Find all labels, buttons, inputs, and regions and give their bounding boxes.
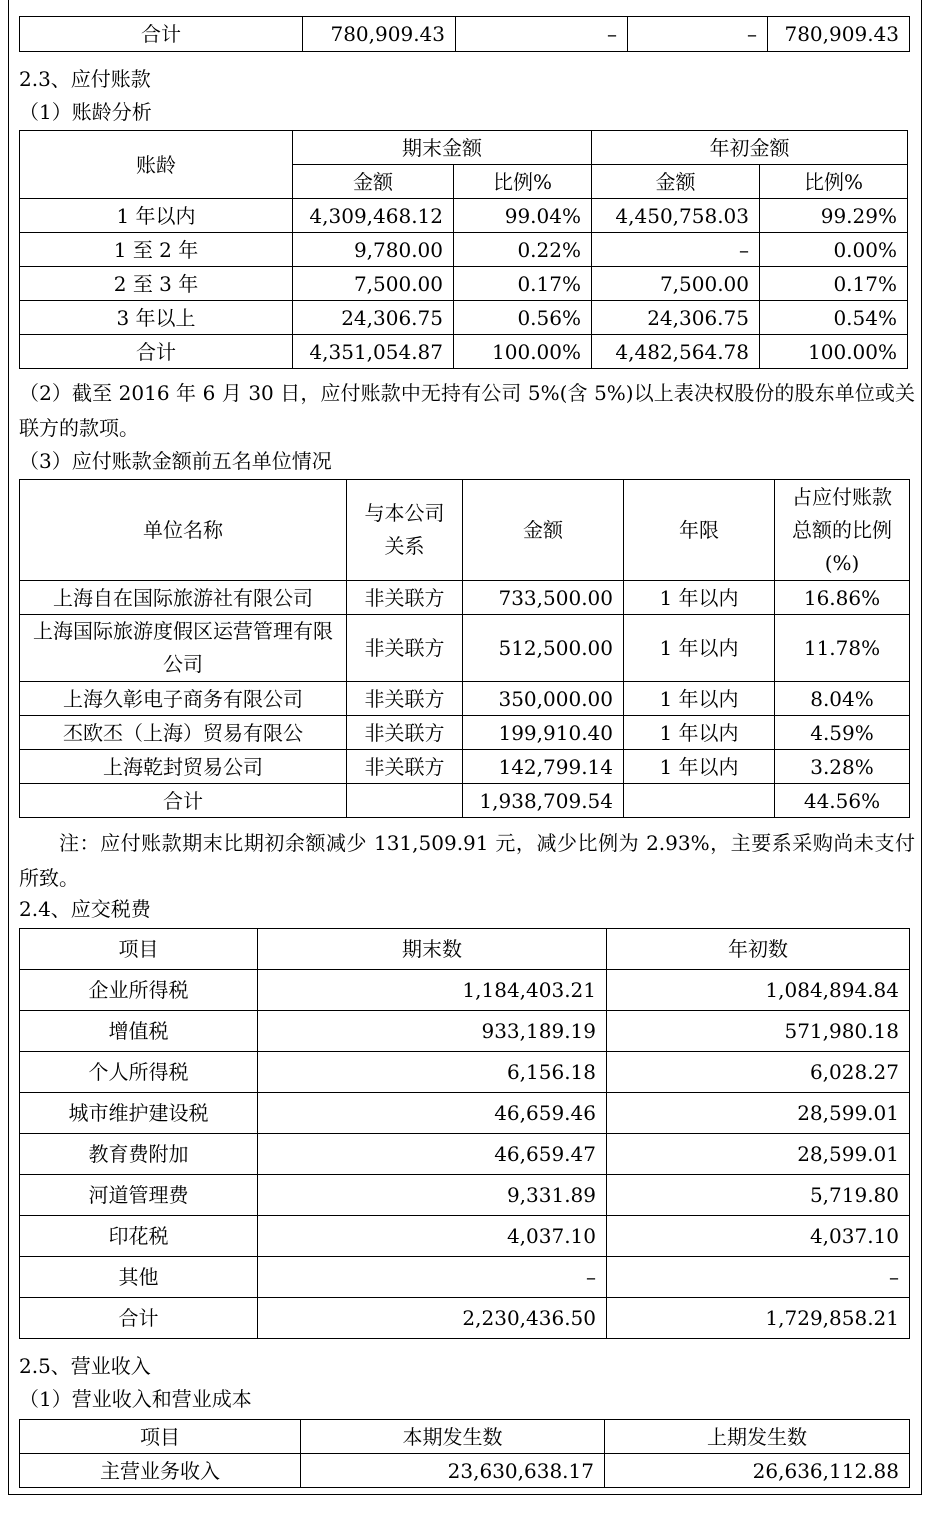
table-row: [20, 1134, 910, 1175]
cell: 其他: [20, 1257, 258, 1298]
cell: 23,630,638.17: [301, 1454, 605, 1488]
cell: 199,910.40: [463, 716, 624, 750]
cell: 0.17%: [454, 267, 592, 301]
cell: 0.56%: [454, 301, 592, 335]
table-row: [20, 267, 908, 301]
cell: 4,482,564.78: [592, 335, 760, 369]
cell: 8.04%: [775, 682, 910, 716]
table-row: [20, 1052, 910, 1093]
table-row-total: [20, 784, 910, 818]
cell: 4,309,468.12: [293, 199, 454, 233]
table-row: [20, 1257, 910, 1298]
cell: 1 年以内: [624, 581, 775, 615]
col-header-ratio: 占应付账款总额的比例(%): [775, 480, 910, 581]
cell: 非关联方: [347, 750, 463, 784]
cell: 26,636,112.88: [605, 1454, 910, 1488]
total-label: 合计: [20, 17, 303, 52]
cell: 512,500.00: [463, 615, 624, 682]
cell: 99.04%: [454, 199, 592, 233]
cell: 上海自在国际旅游社有限公司: [20, 581, 347, 615]
cell: 3 年以上: [20, 301, 293, 335]
cell: 2,230,436.50: [258, 1298, 607, 1339]
cell: 3.28%: [775, 750, 910, 784]
table-row: [20, 970, 910, 1011]
col-header-name: 单位名称: [20, 480, 347, 581]
cell: 1,729,858.21: [607, 1298, 910, 1339]
cell: 增值税: [20, 1011, 258, 1052]
tax-table: [19, 928, 910, 1339]
total-value: 780,909.43: [768, 17, 910, 52]
table-row-total: [20, 1298, 910, 1339]
cell: 4,037.10: [258, 1216, 607, 1257]
table-row: [20, 615, 910, 682]
cell: –: [592, 233, 760, 267]
cell: 非关联方: [347, 581, 463, 615]
cell: 933,189.19: [258, 1011, 607, 1052]
table-row: [20, 301, 908, 335]
cell: 个人所得税: [20, 1052, 258, 1093]
table-row-total: [20, 335, 908, 369]
cell: 46,659.46: [258, 1093, 607, 1134]
table-row: [20, 1216, 910, 1257]
cell: 24,306.75: [592, 301, 760, 335]
cell: 0.17%: [760, 267, 908, 301]
table-row: [20, 581, 910, 615]
aging-table: [19, 130, 908, 369]
table-row: [20, 750, 910, 784]
cell: 142,799.14: [463, 750, 624, 784]
top5-table: [19, 479, 910, 818]
col-header-item: 项目: [20, 1420, 301, 1454]
prev-table-total: [19, 16, 910, 52]
cell: 非关联方: [347, 682, 463, 716]
col-header-term: 年限: [624, 480, 775, 581]
section-heading-2-4: 2.4、应交税费: [19, 897, 151, 921]
col-header-end: 期末金额: [293, 131, 592, 165]
table-row: [20, 1093, 910, 1134]
col-header-amount: 金额: [592, 165, 760, 199]
col-header-ratio: 比例%: [760, 165, 908, 199]
cell: 合计: [20, 1298, 258, 1339]
col-header-ratio: 比例%: [454, 165, 592, 199]
cell: 主营业务收入: [20, 1454, 301, 1488]
subheading-revenue: （1）营业收入和营业成本: [19, 1387, 252, 1411]
cell: 合计: [20, 784, 347, 818]
col-header-relation: 与本公司关系: [347, 480, 463, 581]
subheading-top5: （3）应付账款金额前五名单位情况: [19, 449, 332, 473]
cell: 6,028.27: [607, 1052, 910, 1093]
table-row: [20, 716, 910, 750]
document-page: [8, 0, 922, 1495]
cell: 教育费附加: [20, 1134, 258, 1175]
cell: 5,719.80: [607, 1175, 910, 1216]
total-value: –: [628, 17, 768, 52]
cell: 733,500.00: [463, 581, 624, 615]
cell-empty: [347, 784, 463, 818]
cell: 2 至 3 年: [20, 267, 293, 301]
cell: 9,331.89: [258, 1175, 607, 1216]
note-decrease: 注：应付账款期末比期初余额减少 131,509.91 元，减少比例为 2.93%，主要系采购尚未支付所致。: [19, 831, 915, 890]
cell: 571,980.18: [607, 1011, 910, 1052]
col-header-begin: 年初金额: [592, 131, 908, 165]
cell: 合计: [20, 335, 293, 369]
table-row: [20, 199, 908, 233]
cell: 44.56%: [775, 784, 910, 818]
cell: 城市维护建设税: [20, 1093, 258, 1134]
col-header-amount: 金额: [293, 165, 454, 199]
cell: 6,156.18: [258, 1052, 607, 1093]
total-value: 780,909.43: [303, 17, 456, 52]
cell: 4.59%: [775, 716, 910, 750]
cell: 上海乾封贸易公司: [20, 750, 347, 784]
cell: 1,938,709.54: [463, 784, 624, 818]
cell: 7,500.00: [592, 267, 760, 301]
col-header-item: 项目: [20, 929, 258, 970]
revenue-table: [19, 1419, 910, 1488]
cell: 1 年以内: [624, 682, 775, 716]
cell: 28,599.01: [607, 1093, 910, 1134]
cell: 1 年以内: [624, 750, 775, 784]
cell: 0.22%: [454, 233, 592, 267]
cell: –: [258, 1257, 607, 1298]
cell: 1 年以内: [624, 615, 775, 682]
cell: 上海国际旅游度假区运营管理有限公司: [20, 615, 347, 682]
cell: 0.54%: [760, 301, 908, 335]
cell: 4,450,758.03: [592, 199, 760, 233]
col-header-current: 本期发生数: [301, 1420, 605, 1454]
cell: 350,000.00: [463, 682, 624, 716]
cell: 1,084,894.84: [607, 970, 910, 1011]
cell: 非关联方: [347, 615, 463, 682]
cell: 1,184,403.21: [258, 970, 607, 1011]
cell: 4,351,054.87: [293, 335, 454, 369]
table-row: [20, 1454, 910, 1488]
col-header-begin: 年初数: [607, 929, 910, 970]
cell-empty: [624, 784, 775, 818]
cell: –: [607, 1257, 910, 1298]
table-row: [20, 682, 910, 716]
table-row: [20, 233, 908, 267]
total-value: –: [456, 17, 628, 52]
subheading-aging: （1）账龄分析: [19, 100, 152, 124]
note-related-party: （2）截至 2016 年 6 月 30 日，应付账款中无持有公司 5%(含 5%)以上表决权股份的股东单位或关联方的款项。: [19, 381, 915, 440]
cell: 9,780.00: [293, 233, 454, 267]
section-heading-2-3: 2.3、应付账款: [19, 67, 151, 91]
cell: 100.00%: [760, 335, 908, 369]
cell: 1 年以内: [624, 716, 775, 750]
cell: 28,599.01: [607, 1134, 910, 1175]
col-header-end: 期末数: [258, 929, 607, 970]
cell: 上海久彰电子商务有限公司: [20, 682, 347, 716]
cell: 1 年以内: [20, 199, 293, 233]
cell: 7,500.00: [293, 267, 454, 301]
cell: 46,659.47: [258, 1134, 607, 1175]
cell: 4,037.10: [607, 1216, 910, 1257]
cell: 丕欧丕（上海）贸易有限公: [20, 716, 347, 750]
cell: 16.86%: [775, 581, 910, 615]
col-header-age: 账龄: [20, 131, 293, 199]
col-header-previous: 上期发生数: [605, 1420, 910, 1454]
cell: 24,306.75: [293, 301, 454, 335]
cell: 非关联方: [347, 716, 463, 750]
cell: 印花税: [20, 1216, 258, 1257]
cell: 100.00%: [454, 335, 592, 369]
cell: 1 至 2 年: [20, 233, 293, 267]
table-row: [20, 1011, 910, 1052]
cell: 11.78%: [775, 615, 910, 682]
col-header-amount: 金额: [463, 480, 624, 581]
section-heading-2-5: 2.5、营业收入: [19, 1354, 151, 1378]
cell: 99.29%: [760, 199, 908, 233]
cell: 0.00%: [760, 233, 908, 267]
cell: 企业所得税: [20, 970, 258, 1011]
cell: 河道管理费: [20, 1175, 258, 1216]
table-row: [20, 1175, 910, 1216]
